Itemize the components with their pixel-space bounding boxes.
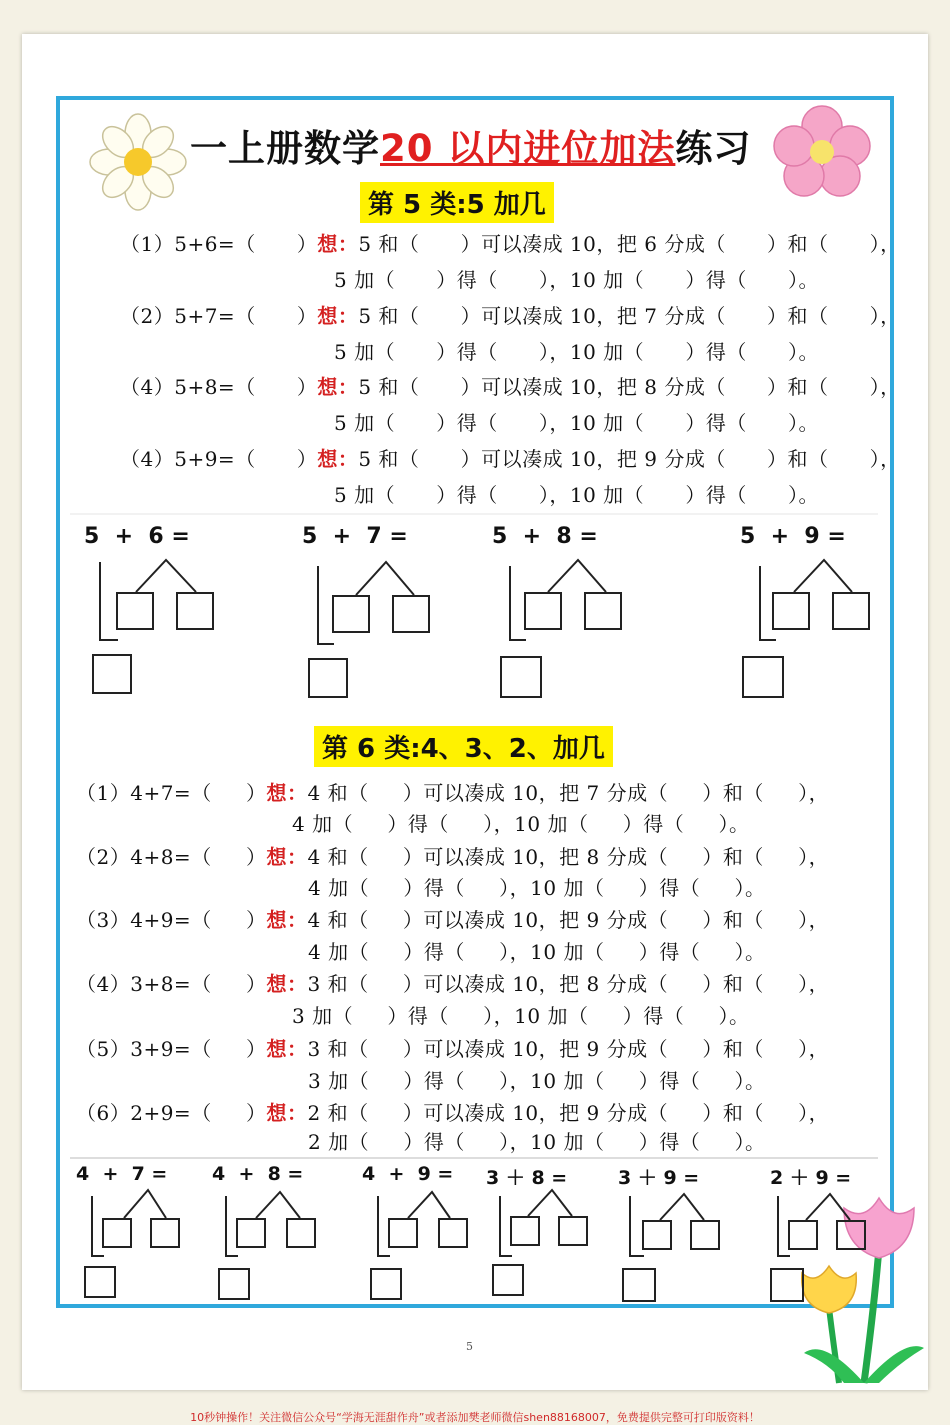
section-5-heading: 第 5 类:5 加几: [360, 182, 554, 223]
answer-box[interactable]: [510, 1216, 540, 1246]
exercise-row-line2: 2 加（ ）得（ ），10 加（ ）得（ ）。: [308, 1130, 766, 1154]
exercise-row: （6）2+9=（ ）想：2 和（ ）可以凑成 10，把 9 分成（ ）和（ ），: [76, 1101, 830, 1125]
exercise-row-line2: 4 加（ ）得（ ），10 加（ ）得（ ）。: [308, 940, 766, 964]
answer-box[interactable]: [770, 1268, 804, 1302]
title-highlight: 20 以内进位加法: [380, 127, 676, 170]
answer-box[interactable]: [742, 656, 784, 698]
answer-box[interactable]: [286, 1218, 316, 1248]
exercise-row: （1）5+6=（ ）想：5 和（ ）可以凑成 10，把 6 分成（ ）和（ ），: [120, 232, 901, 256]
exercise-row: （2）5+7=（ ）想：5 和（ ）可以凑成 10，把 7 分成（ ）和（ ），: [120, 304, 901, 328]
exercise-row-line2: 3 加（ ）得（ ），10 加（ ）得（ ）。: [308, 1069, 766, 1093]
exercise-row-line2: 5 加（ ）得（ ），10 加（ ）得（ ）。: [334, 268, 819, 292]
exercise-row-line2: 4 加（ ）得（ ），10 加（ ）得（ ）。: [292, 812, 750, 836]
diagram-equation: 2 ＋ 9 =: [770, 1167, 852, 1189]
section-6-heading: 第 6 类:4、3、2、加几: [314, 726, 613, 767]
diagram-equation: 3 ＋ 9 =: [618, 1167, 700, 1189]
diagram-equation: 5 + 9 =: [740, 524, 846, 549]
answer-box[interactable]: [84, 1266, 116, 1298]
exercise-row-line2: 5 加（ ）得（ ），10 加（ ）得（ ）。: [334, 483, 819, 507]
answer-box[interactable]: [690, 1220, 720, 1250]
exercise-row: （2）4+8=（ ）想：4 和（ ）可以凑成 10，把 8 分成（ ）和（ ），: [76, 845, 830, 869]
exercise-row: （3）4+9=（ ）想：4 和（ ）可以凑成 10，把 9 分成（ ）和（ ），: [76, 908, 830, 932]
answer-box[interactable]: [642, 1220, 672, 1250]
page-number: 5: [466, 1340, 473, 1353]
exercise-row: （5）3+9=（ ）想：3 和（ ）可以凑成 10，把 9 分成（ ）和（ ），: [76, 1037, 830, 1061]
answer-box[interactable]: [392, 595, 430, 633]
exercise-row: （4）5+8=（ ）想：5 和（ ）可以凑成 10，把 8 分成（ ）和（ ），: [120, 375, 901, 399]
answer-box[interactable]: [836, 1220, 866, 1250]
diagram-equation: 4 + 9 =: [362, 1163, 454, 1185]
exercise-row-line2: 5 加（ ）得（ ），10 加（ ）得（ ）。: [334, 411, 819, 435]
answer-box[interactable]: [218, 1268, 250, 1300]
answer-box[interactable]: [102, 1218, 132, 1248]
answer-box[interactable]: [150, 1218, 180, 1248]
answer-box[interactable]: [492, 1264, 524, 1296]
title-prefix: 一上册数学: [190, 127, 380, 170]
answer-box[interactable]: [236, 1218, 266, 1248]
answer-box[interactable]: [500, 656, 542, 698]
diagram-equation: 3 ＋ 8 =: [486, 1167, 568, 1189]
answer-box[interactable]: [370, 1268, 402, 1300]
diagram-equation: 5 + 6 =: [84, 524, 190, 549]
exercise-row: （4）3+8=（ ）想：3 和（ ）可以凑成 10，把 8 分成（ ）和（ ），: [76, 972, 830, 996]
diagram-equation: 4 + 7 =: [76, 1163, 168, 1185]
answer-box[interactable]: [176, 592, 214, 630]
answer-box[interactable]: [584, 592, 622, 630]
exercise-row-line2: 4 加（ ）得（ ），10 加（ ）得（ ）。: [308, 876, 766, 900]
promo-footer: 10秒钟操作！关注微信公众号“学海无涯甜作舟”或者添加樊老师微信shen88168007，免费提供完整可打印版资料！: [190, 1411, 760, 1424]
diagram-equation: 5 + 8 =: [492, 524, 598, 549]
exercise-row: （4）5+9=（ ）想：5 和（ ）可以凑成 10，把 9 分成（ ）和（ ），: [120, 447, 901, 471]
answer-box[interactable]: [788, 1220, 818, 1250]
diagram-equation: 5 + 7 =: [302, 524, 408, 549]
answer-box[interactable]: [524, 592, 562, 630]
exercise-row-line2: 5 加（ ）得（ ），10 加（ ）得（ ）。: [334, 340, 819, 364]
answer-box[interactable]: [116, 592, 154, 630]
answer-box[interactable]: [332, 595, 370, 633]
exercise-row-line2: 3 加（ ）得（ ），10 加（ ）得（ ）。: [292, 1004, 750, 1028]
answer-box[interactable]: [438, 1218, 468, 1248]
answer-box[interactable]: [388, 1218, 418, 1248]
title-suffix: 练习: [675, 127, 752, 170]
answer-box[interactable]: [308, 658, 348, 698]
answer-box[interactable]: [558, 1216, 588, 1246]
answer-box[interactable]: [92, 654, 132, 694]
answer-box[interactable]: [832, 592, 870, 630]
answer-box[interactable]: [622, 1268, 656, 1302]
exercise-row: （1）4+7=（ ）想：4 和（ ）可以凑成 10，把 7 分成（ ）和（ ），: [76, 781, 830, 805]
answer-box[interactable]: [772, 592, 810, 630]
diagram-equation: 4 + 8 =: [212, 1163, 304, 1185]
